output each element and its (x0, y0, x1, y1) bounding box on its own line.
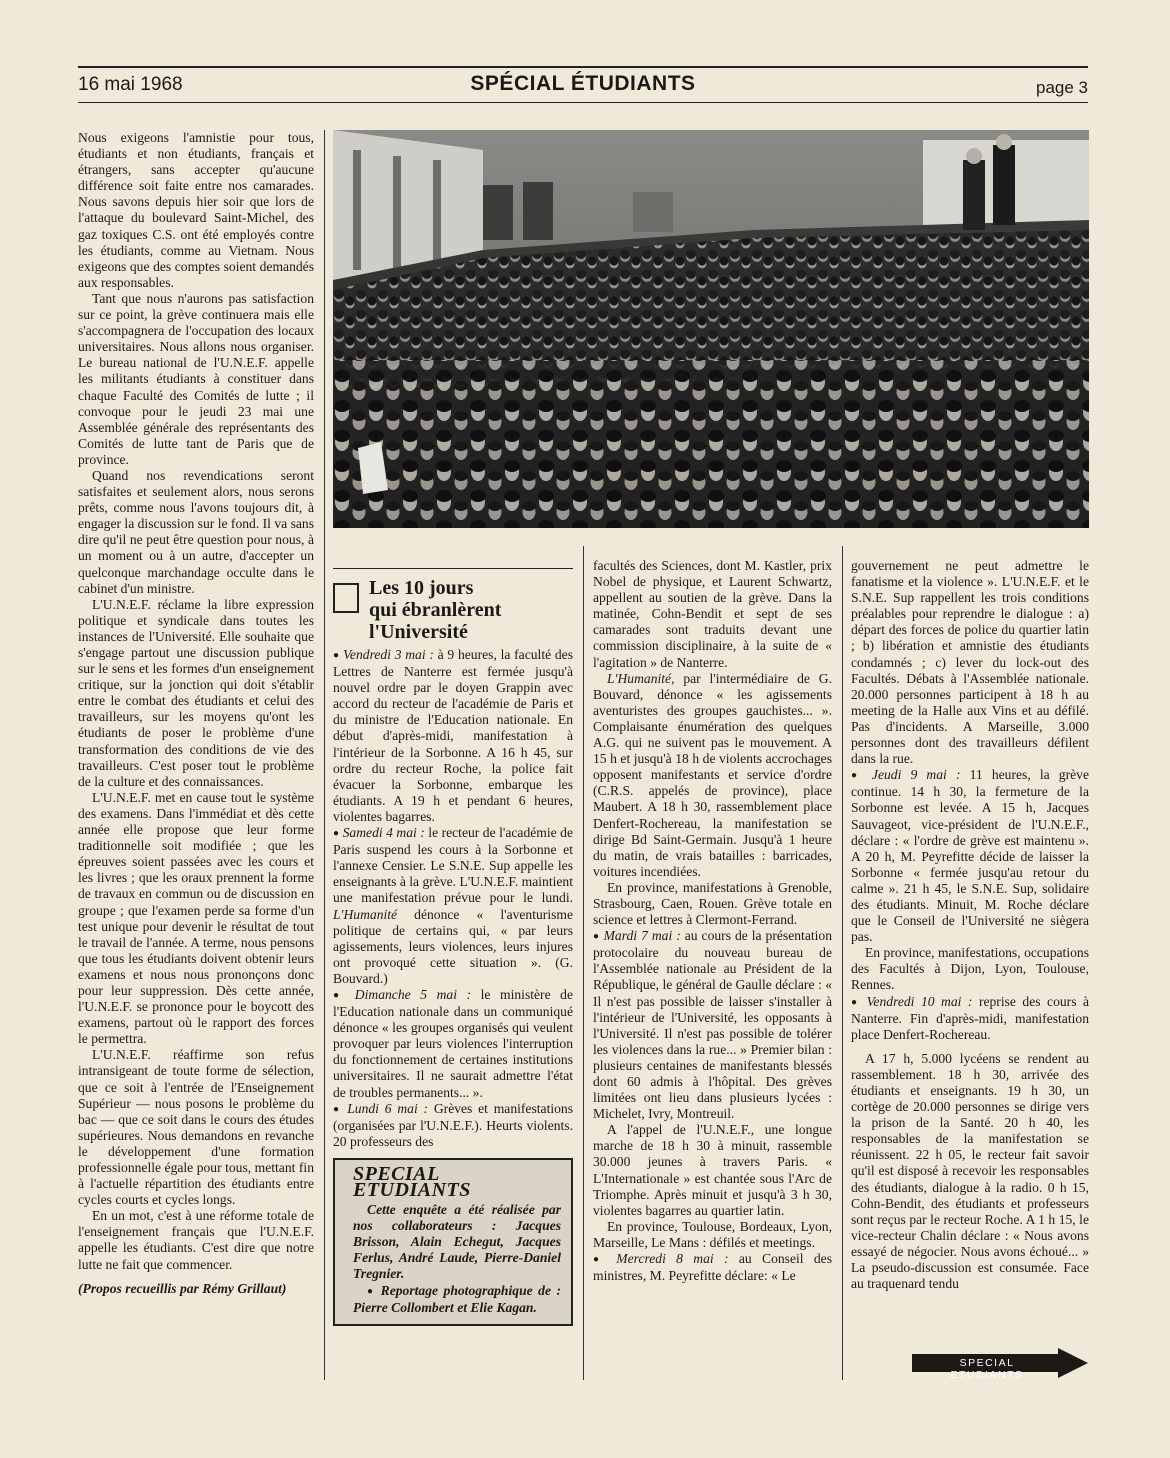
credits-box-photo: ● Reportage photographique de : Pierre Collombert et Elie Kagan. (353, 1282, 561, 1315)
chronology-entry: ● Mercredi 8 mai : au Conseil des ministres, M. Peyrefitte déclare: « Le (593, 1251, 833, 1284)
chronology-entry: ● Vendredi 10 mai : reprise des cours à Nanterre. Fin d'après-midi, manifestation place Denfert-Rochereau. (851, 993, 1090, 1042)
crowd-photo (333, 130, 1089, 528)
paragraph: L'U.N.E.F. réclame la libre expression politique et syndicale dans toutes les instances de l'Université. Elle souhaite que s'engage partout une discussion publique sur le sens et les formes d'un enseignement critique, sur la jonction qui doit s'établir entre le combat des étudiants et celui des travailleurs, sur les moyens qu'ont les étudiants de poser le problème d'une transformation des conditions de vie des travailleurs. C'est poser tout le problème de la culture et des connaissances. (78, 596, 314, 789)
masthead (78, 66, 1088, 103)
chronology-entry: ● Vendredi 3 mai : à 9 heures, la faculté des Lettres de Nanterre est fermée jusqu'à nouvel ordre par le doyen Grappin avec accord du recteur de l'académie de Paris et du ministre de l'Education nationale. En début d'après-midi, manifestation à l'intérieur de la Sorbonne. A 16 h 45, sur ordre du recteur Roche, la police fait évacuer la Sorbonne, embarque les étudiants. A 19 h et pendant 6 heures, violentes bagarres. (333, 647, 573, 824)
paragraph: En province, manifestations à Grenoble, Strasbourg, Caen, Rouen. Grève totale en science et lettres à Clermont-Ferrand. (593, 879, 832, 928)
paragraph: facultés des Sciences, dont M. Kastler, prix Nobel de physique, et Laurent Schwartz, appellent au soutien de la grève. Dans la matinée, Cohn-Bendit et sept de ses camarades sont traduits devant une commission disciplinaire, à la suite de « l'agitation » de Nanterre. (593, 558, 832, 670)
page-number: page 3 (1036, 78, 1088, 97)
paragraph: En province, Toulouse, Bordeaux, Lyon, Marseille, Le Mans : défilés et meetings. (593, 1218, 832, 1250)
paragraph: L'U.N.E.F. met en cause tout le système des examens. Dans l'immédiat et dès cette année elle propose que leur forme traditionnelle soit modifiée ; que les épreuves soient passées avec les cours et les livres ; que les oraux prennent la forme de travaux en commun ou de discussion en groupe ; que l'examen perde sa forme d'un test unique pour devenir le résultat de tout le travail de l'année. A terme, nous pensons que tous les étudiants doivent obtenir leurs examens et nous nous prononçons donc pour leur suppression. Dès cette année, l'U.N.E.F. se prononce pour le boycott des examens, partout où le rapport des forces le permettra. (78, 789, 314, 1047)
paragraph: L'Humanité, par l'intermédiaire de G. Bouvard, dénonce « les agissements aventuristes des groupes gauchistes... ». Complaisante énumération des quelques A.G. qui ne suivent pas le mouvement. A 15 h et jusqu'à 18 h de violents accrochages opposent manifestants et service d'ordre (C.R.S. appelés de province), place Maubert. A 18 h 30, rassemblement place Denfert-Rochereau, la manifestation se dirige Bd Saint-Germain. Jusqu'à 1 heure du matin, de vrais batailles : barricades, voitures incendiées. (593, 670, 832, 879)
column-chronology-2 (593, 558, 832, 1284)
section-header (333, 568, 573, 641)
publication-title: SPÉCIAL ÉTUDIANTS (470, 72, 696, 95)
chronology-entry: ● Lundi 6 mai : Grèves et manifestations (organisées par l'U.N.E.F.). Heurts violents. 20 professeurs des (333, 1100, 574, 1149)
column-chronology-1 (333, 562, 573, 1326)
credits-box-text: Cette enquête a été réalisée par nos collaborateurs : Jacques Brisson, Alain Echegut, Jacques Ferlus, André Laude, Pierre-Daniel Tregnier. (353, 1202, 561, 1282)
chronology-entry: ● Samedi 4 mai : le recteur de l'académie de Paris suspend les cours à la Sorbonne et l'annexe Censier. Le S.N.E. Sup appelle les enseignants à la grève. L'U.N.E.F. maintient une manifestation prévue pour le lundi. L'Humanité dénonce « l'aventurisme politique de certains qui, « par leurs agissements, leurs violences, leurs injures ont provoqué cette situation ». (G. Bouvard.) (333, 825, 574, 986)
issue-date: 16 mai 1968 (78, 74, 183, 95)
column-divider (583, 546, 584, 1380)
paragraph: L'U.N.E.F. réaffirme son refus intransigeant de toute forme de sélection, que ce soit à l'entrée de l'Enseignement Supérieur — nous posons le problème du bac — que ce soit dans le cours des études supérieures. Nous demandons en revanche le développement d'une formation professionnelle égale pour tous, mettant fin à l'actuelle répartition des étudiants entre cycles courts et cycles longs. (78, 1047, 314, 1208)
column-left (78, 130, 314, 1297)
paragraph: Quand nos revendications seront satisfaites et seulement alors, nous serons prêts, comme nous l'avons toujours dit, à engager la discussion sur le fond. Il va sans dire qu'il ne peut être question pour nous, à un moment ou à un autre, d'accepter un quelconque marchandage occulte dans le cabinet d'un ministre. (78, 467, 314, 596)
chronology-entry: ● Jeudi 9 mai : 11 heures, la grève continue. 14 h 30, la fermeture de la Sorbonne est levée. A 15 h, Jacques Sauvageot, vice-président de l'U.N.E.F., déclare : « l'ordre de grève est maintenu ». A 20 h, M. Peyrefitte décide de laisser la Sorbonne « fermée jusqu'au retour du calme ». 21 h 45, le S.N.E. Sup, solidaire des étudiants. Minuit, M. Roche déclare que le Conseil de l'Université ne siègera pas. (851, 767, 1089, 945)
paragraph: En province, manifestations, occupations des Facultés à Dijon, Lyon, Toulouse, Rennes. (851, 945, 1089, 993)
continue-label: SPECIAL ETUDIANTS (950, 1357, 1024, 1381)
paragraph: Nous exigeons l'amnistie pour tous, étudiants et non étudiants, français et étrangers, sans accepter qu'aucune différence soit faite entre nos camarades. Nous savons depuis hier soir que lors de l'attaque du boulevard Saint-Michel, des gaz toxiques C.S. ont été employés contre les étudiants, comme au Vietnam. Nous exigeons que des comptes soient demandés aux responsables. (78, 130, 314, 290)
section-box-icon (333, 583, 359, 613)
paragraph: Tant que nous n'aurons pas satisfaction sur ce point, la grève continuera mais elle s'accompagnera de l'occupation des locaux universitaires. Nous allons nous organiser. Le bureau national de l'U.N.E.F. appelle les militants étudiants à constituer dans chaque Faculté des Comités de lutte ; il convoque pour le jeudi 23 mai une Assemblée générale des représentants des Comités de lutte tant de Paris que de province. (78, 290, 314, 467)
byline: (Propos recueillis par Rémy Grillaut) (78, 1280, 287, 1296)
section-title: Les 10 jours qui ébranlèrent l'Université (369, 577, 502, 643)
credits-box (333, 1158, 573, 1326)
paragraph: A 17 h, 5.000 lycéens se rendent au rassemblement. 18 h 30, arrivée des étudiants et enseignants. 19 h 30, un cortège de 20.000 personnes se dirige vers la prison de la Santé. 20 h 40, les responsables de la manifestation se réunissent. 22 h 05, le recteur fait savoir qu'il est disposé à recevoir les responsables des étudiants, dialogue à la radio. 0 h 15, Cohn-Bendit, des étudiants et professeurs sont reçus par le recteur Roche. A 1 h 15, le vice-recteur Chalin déclare : « Nous avons essayé de négocier. Nous avons échoué... » La pseudo-discussion est consumée. Face au traquenard tendu (851, 1050, 1089, 1292)
paragraph: A l'appel de l'U.N.E.F., une longue marche de 18 h 30 à minuit, rassemble 30.000 jeunes à travers Paris. « L'Internationale » est chantée sous l'Arc de Triomphe. Après minuit et jusqu'à 3 h 30, violentes bagarres au quartier latin. (593, 1122, 832, 1218)
chronology-entry: ● Dimanche 5 mai : le ministère de l'Education nationale dans un communiqué dénonce « les groupes organisés qui veulent provoquer par leurs violences l'interruption du fonctionnement de certaines institutions universitaires. Il ne saurait admettre l'état de troubles permanents... ». (333, 986, 574, 1100)
credits-box-title: SPECIAL ETUDIANTS (353, 1162, 471, 1201)
crowd-photo-image (333, 130, 1089, 528)
column-divider (324, 130, 325, 1380)
chronology-entry: ● Mardi 7 mai : au cours de la présentation protocolaire du nouveau bureau de l'Assemblée nationale au Président de la République, le général de Gaulle déclare : « Il n'est pas possible de laisser s'installer à l'intérieur de l'Université, les opposants à l'Université. Il n'est pas possible de tolérer les violences dans la rue... » Premier bilan : plusieurs centaines de manifestants blessés dont 60 admis à l'hôpital. Des grèves limitées ont lieu dans plusieurs lycées : Michelet, Ivry, Montreuil. (593, 928, 832, 1122)
paragraph: gouvernement ne peut admettre le fanatisme et la violence ». L'U.N.E.F. et le S.N.E. Sup rappellent les trois conditions préalables pour reprendre le dialogue : a) départ des forces de police du quartier latin ; b) libération et amnistie des étudiants condamnés ; c) lever du lock-out des Facultés. Débats à l'Assemblée nationale. 20.000 personnes participent à 18 h au meeting de la Halle aux Vins et au défilé. Pas d'incidents. A Marseille, 3.000 personnes dont des travailleurs défilent dans la rue. (851, 558, 1089, 767)
paragraph: En un mot, c'est à une réforme totale de l'enseignement français que l'U.N.E.F. appelle les étudiants. C'est dire que notre lutte ne fait que commencer. (78, 1208, 314, 1272)
column-divider (842, 546, 843, 1380)
column-chronology-3 (851, 558, 1089, 1292)
